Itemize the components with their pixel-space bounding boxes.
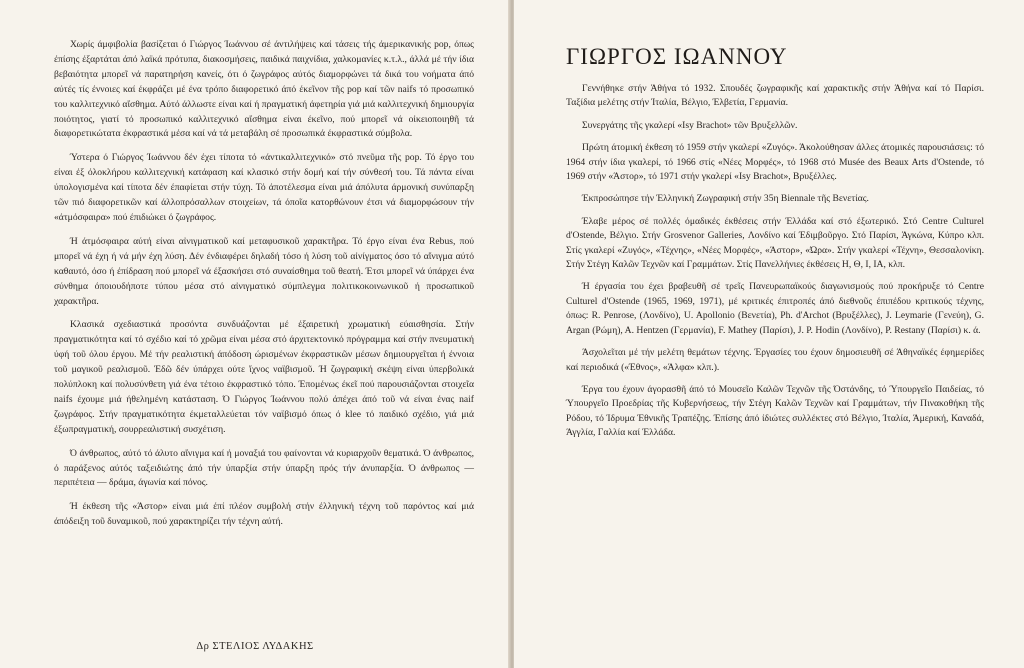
bio-paragraph-3: Πρώτη άτομική έκθεση τό 1959 στήν γκαλερί «Ζυγός». Άκολούθησαν άλλες άτομικές παρουσιάσεις: τό 1964 στήν ίδια γκαλερί, τό 1966 στίς «Νέες Μορφές», τό 1968 στό Musée des Beaux Arts d'Ostende, τό 1969 στήν «Άστορ», τό 1971 στήν γκαλερί «Isy Brachot», Βρυξέλλες. — [566, 142, 984, 183]
bio-paragraph-1: Γεννήθηκε στήν Άθήνα τό 1932. Σπουδές ζωγραφικῆς καί χαρακτικῆς στήν Άθήνα καί τό Παρίσι. Ταξίδια μελέτης στήν Ίταλία, Βέλγιο, Έλβετία, Γερμανία. — [566, 83, 984, 109]
essay-paragraph-3: Ή άτμόσφαιρα αύτή είναι αἰνιγματικοῦ καί μεταφυσικοῦ χαρακτῆρα. Τό έργο είναι ένα Rebus, πού μπορεῖ νά έχη ή νά μήν έχη λύση. Δέν ένδιαφέρει δηλαδή τόσο ή λύση τοῦ αἰνίγματος όσο τό αἴνιγμα αύτό καθαυτό, όσο ή έπίδραση πού μπορεῖ νά έξασκήσει στό συναίσθημα τοῦ θεατή. Έτσι μπορεῖ νά ύπάρχει ένα σύνθημα όποιουδήποτε τύπου μέσα στό αἰνιγματικό σύμπλεγμα πολιτικοκοινωνικοῦ ή προσωπικοῦ χαρακτῆρα. — [54, 235, 474, 307]
essay-paragraph-1: Χωρίς άμφιβολία βασίζεται ό Γιώργος Ίωάννου σέ άντιλήψεις καί τάσεις τής άμερικανικής pop, όπως έπίσης έξαρτάται άπό λαϊκά πρότυπα, διακοσμήσεις, παιδικά παιχνίδια, χαλκομανίες κ.τ.λ., άλλά μέ τήν ίδια βεβαιότητα μπορεῖ νά παρατηρήση κανείς, ότι ό ζωγράφος αύτός διαμορφώνει τά δικά του νοήματα άπό αύτές τίς έννοιες καί έκφράζει μέ ένα τρόπο διαφορετικό άπό έκεῖνον τῆς pop καί τῶν naifs τό προσωπικό του καλλιτεχνικό αἴσθημα. Αύτό άλλωστε είναι καί ή πραγματική άφετηρία γιά μιά καλλιτεχνική δημιουργία ποιότητος, γιατί τό προσωπικό καλλιτεχνικό αἴσθημα είναι έκεῖνο, πού μπορεῖ νά οἰκειοποιηθῆ τά διαφορετικώτατα έκφραστικά μέσα καί νά τά μεταβάλη σέ προσωπικά έκφραστικά σύμβολα. — [54, 39, 474, 140]
bio-paragraph-6: Ή έργασία του έχει βραβευθῆ σέ τρεῖς Πανευρωπαϊκούς διαγωνισμούς πού προκήρυξε τό Centre Culturel d'Ostende (1965, 1969, 1971), μέ κριτικές έπιτροπές άπό διεθνοῦς έπιπέδου κριτικούς τέχνης, όπως: R. Penrose, (Λονδίνο), U. Apollonio (Βενετία), Ph. d'Archot (Βρυξέλλες), J. Leymarie (Γενεύη), G. Argan (Ρώμη), A. Hentzen (Γερμανία), F. Mathey (Παρίσι), J. P. Hodin (Λονδίνο), P. Restany (Παρίσι) κ. ά. — [566, 281, 984, 336]
artist-name-title: ΓΙΩΡΓΟΣ ΙΩΑΝΝΟΥ — [566, 44, 788, 69]
bio-paragraph-7: Άσχολεῖται μέ τήν μελέτη θεμάτων τέχνης. Έργασίες του έχουν δημοσιευθῆ σέ Άθηναϊκές έφημερίδες καί περιοδικά («Έθνος», «Άλφα» κλπ.). — [566, 347, 984, 373]
bio-paragraph-4: Έκπροσώπησε τήν Έλληνική Ζωγραφική στήν 35η Biennale τῆς Βενετίας. — [582, 193, 869, 205]
bio-paragraph-5: Έλαβε μέρος σέ πολλές όμαδικές έκθέσεις στήν Έλλάδα καί στό έξωτερικό. Στό Centre Culturel d'Ostende, Βέλγιο. Στήν Grosvenor Galleries, Λονδίνο καί Έδιμβοῦργο. Στό Παρίσι, Άγκώνα, Κύπρο κλπ. Στίς γκαλερί «Ζυγός», «Τέχνης», «Νέες Μορφές», «Άστορ», «Ώρα». Στήν γκαλερί «Τέχνη», Θεσσαλονίκη. Στήν Στέγη Καλῶν Τεχνῶν καί Γραμμάτων. Στίς Πανελλήνιες έκθέσεις Η, Θ, Ι, ΙΑ, κλπ. — [566, 215, 984, 271]
author-signature: Δρ ΣΤΕΛΙΟΣ ΛΥΔΑΚΗΣ — [196, 641, 314, 652]
right-page — [514, 0, 1024, 668]
left-page — [0, 0, 510, 668]
essay-paragraph-4: Κλασικά σχεδιαστικά προσόντα συνδυάζονται μέ έξαιρετική χρωματική εύαισθησία. Στήν πραγματικότητα καί τό σχέδιο καί τό χρῶμα είναι μέσα στό άρχιτεκτονικό πρόγραμμα καί στήν πνευματική ύφή τοῦ όλου έργου. Μέ τήν ρεαλιστική άπόδοση ώρισμένων έκφραστικῶν μέσων δημιουργεῖται ή έννοια τοῦ μαγικοῦ ρεαλισμοῦ. Έδῶ δέν ύπάρχει ούτε ἴχνος ναϊβισμοῦ. Ή ζωγραφική σκέψη είναι ύπερβολικά πολύπλοκη καί πολυσύνθετη γιά ένα τέτοιο έκφραστικό τόπο. Έπομένως έκεῖ πού παρουσιάζονται στοιχεῖα naifs έχουμε μιά ήθελημένη κατάσταση. Ό Γιώργος Ίωάννου πολύ άπέχει άπό τοῦ νά είναι ένας naif ζωγράφος. Στήν πραγματικότητα έκμεταλλεύεται τόν ναϊβισμό όπως ό klee τό παιδικό σχέδιο, γιά μιά έξωπραγματική, σουρρεαλιστική συσχέτιση. — [54, 319, 474, 435]
essay-paragraph-6: Ή έκθεση τῆς «Άστορ» είναι μιά έπί πλέον συμβολή στήν έλληνική τέχνη τοῦ παρόντος καί μιά άπόδειξη τοῦ δυναμικοῦ, πού χαρακτηρίζει τήν τέχνη αύτή. — [54, 501, 474, 528]
essay-paragraph-5: Ό άνθρωπος, αύτό τό άλυτο αἴνιγμα καί ή μοναξιά του φαίνονται νά κυριαρχοῦν θεματικά. Ό άνθρωπος, ό παράξενος αύτός ταξειδιώτης άπό τήν ύπαρξία στήν ύπαρξη πρός τήν άνυπαρξία. Ό άνθρωπος — περιπέτεια — δράμα, άγωνία καί πόνος. — [54, 447, 474, 489]
bio-paragraph-8: Έργα του έχουν άγορασθῆ άπό τό Μουσεῖο Καλῶν Τεχνῶν τῆς Όστάνδης, τό Ύπουργεῖο Παιδείας, τό Ύπουργεῖο Προεδρίας τῆς Κυβερνήσεως, τήν Στέγη Καλῶν Τεχνῶν καί Γραμμάτων, τήν Πινακοθήκη τῆς Ρόδου, τό Ίδρυμα Έθνικῆς Τραπέζης. Έπίσης άπό ίδιώτες συλλέκτες στό Βέλγιο, Ίταλία, Άμερική, Καναδά, Άγγλία, Γαλλία καί Έλλάδα. — [566, 383, 984, 439]
bio-paragraph-2: Συνεργάτης τῆς γκαλερί «Isy Brachot» τῶν Βρυξελλῶν. — [582, 119, 798, 131]
essay-paragraph-2: Ύστερα ό Γιώργος Ίωάννου δέν έχει τίποτα τό «άντικαλλιτεχνικό» στό πνεῦμα τῆς pop. Τό έργο του είναι έξ όλοκλήρου καλλιτεχνική κατάφαση καί κλασικό στήν δομή καί τήν σύνθεσή του. Τά πάντα είναι ύπολογισμένα καί τίποτα δέν έπαφίεται στήν τύχη. Τό άποτέλεσμα είναι μιά άπόλυτα άρμονική συνύπαρξη τῶν πιό διαφορετικῶν καί άλλοπρόσαλλων στοιχείων, τά όποῖα κατορθώνουν έτσι νά διαμορφώσουν τήν «άτμόσφαιρα» πού έπιδιώκει ό ζωγράφος. — [54, 152, 474, 223]
